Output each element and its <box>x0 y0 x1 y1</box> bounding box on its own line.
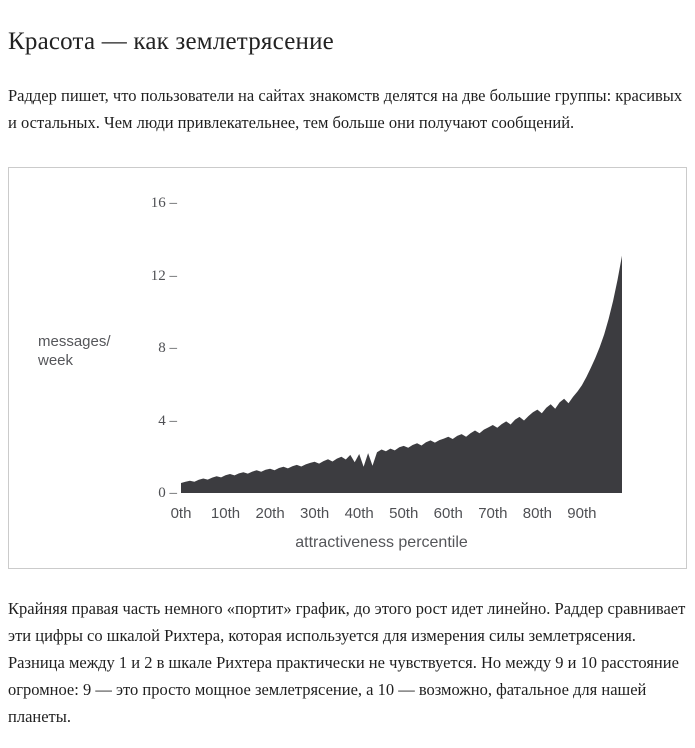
x-tick-label: 10th <box>210 505 241 522</box>
y-tick-label: 16 – <box>150 195 177 211</box>
area-chart-plot <box>181 203 622 493</box>
y-tick-label: 4 – <box>158 412 177 429</box>
y-axis-unit-line-2: week <box>38 352 74 369</box>
x-tick-label: 90th <box>567 505 597 522</box>
x-tick-label: 70th <box>478 505 508 522</box>
chart-card <box>8 167 687 569</box>
article-page <box>0 26 695 730</box>
y-axis-unit-line-1: messages/ <box>38 333 111 350</box>
x-tick-label: 30th <box>300 505 330 522</box>
x-tick-label: 50th <box>389 505 419 522</box>
page-title: Красота — как землетрясение <box>8 28 334 55</box>
x-axis-title: attractiveness percentile <box>295 534 468 551</box>
closing-paragraph: Крайняя правая часть немного «портит» график, до этого рост идет линейно. Раддер сравнивает эти цифры со шкалой Рихтера, которая используется для измерения силы землетрясения. Разница между 1 и 2 в шкале Рихтера практически не чувствуется. Но между 9 и 10 расстояние огромное: 9 — это просто мощное землетрясение, а 10 — возможно, фатальное для нашей планеты. <box>8 599 686 726</box>
x-tick-label: 0th <box>170 505 192 522</box>
x-tick-label: 80th <box>522 505 552 522</box>
y-tick-label: 8 – <box>158 340 177 356</box>
x-tick-label: 60th <box>433 505 463 522</box>
x-tick-label: 20th <box>255 505 285 522</box>
y-tick-label: 12 – <box>150 267 177 284</box>
y-tick-label: 0 – <box>158 485 177 501</box>
intro-paragraph: Раддер пишет, что пользователи на сайтах знакомств делятся на две большие группы: красивых и остальных. Чем люди привлекательнее, тем больше они получают сообщений. <box>8 86 683 132</box>
x-tick-label: 40th <box>344 505 374 522</box>
area-series-path <box>181 256 622 493</box>
